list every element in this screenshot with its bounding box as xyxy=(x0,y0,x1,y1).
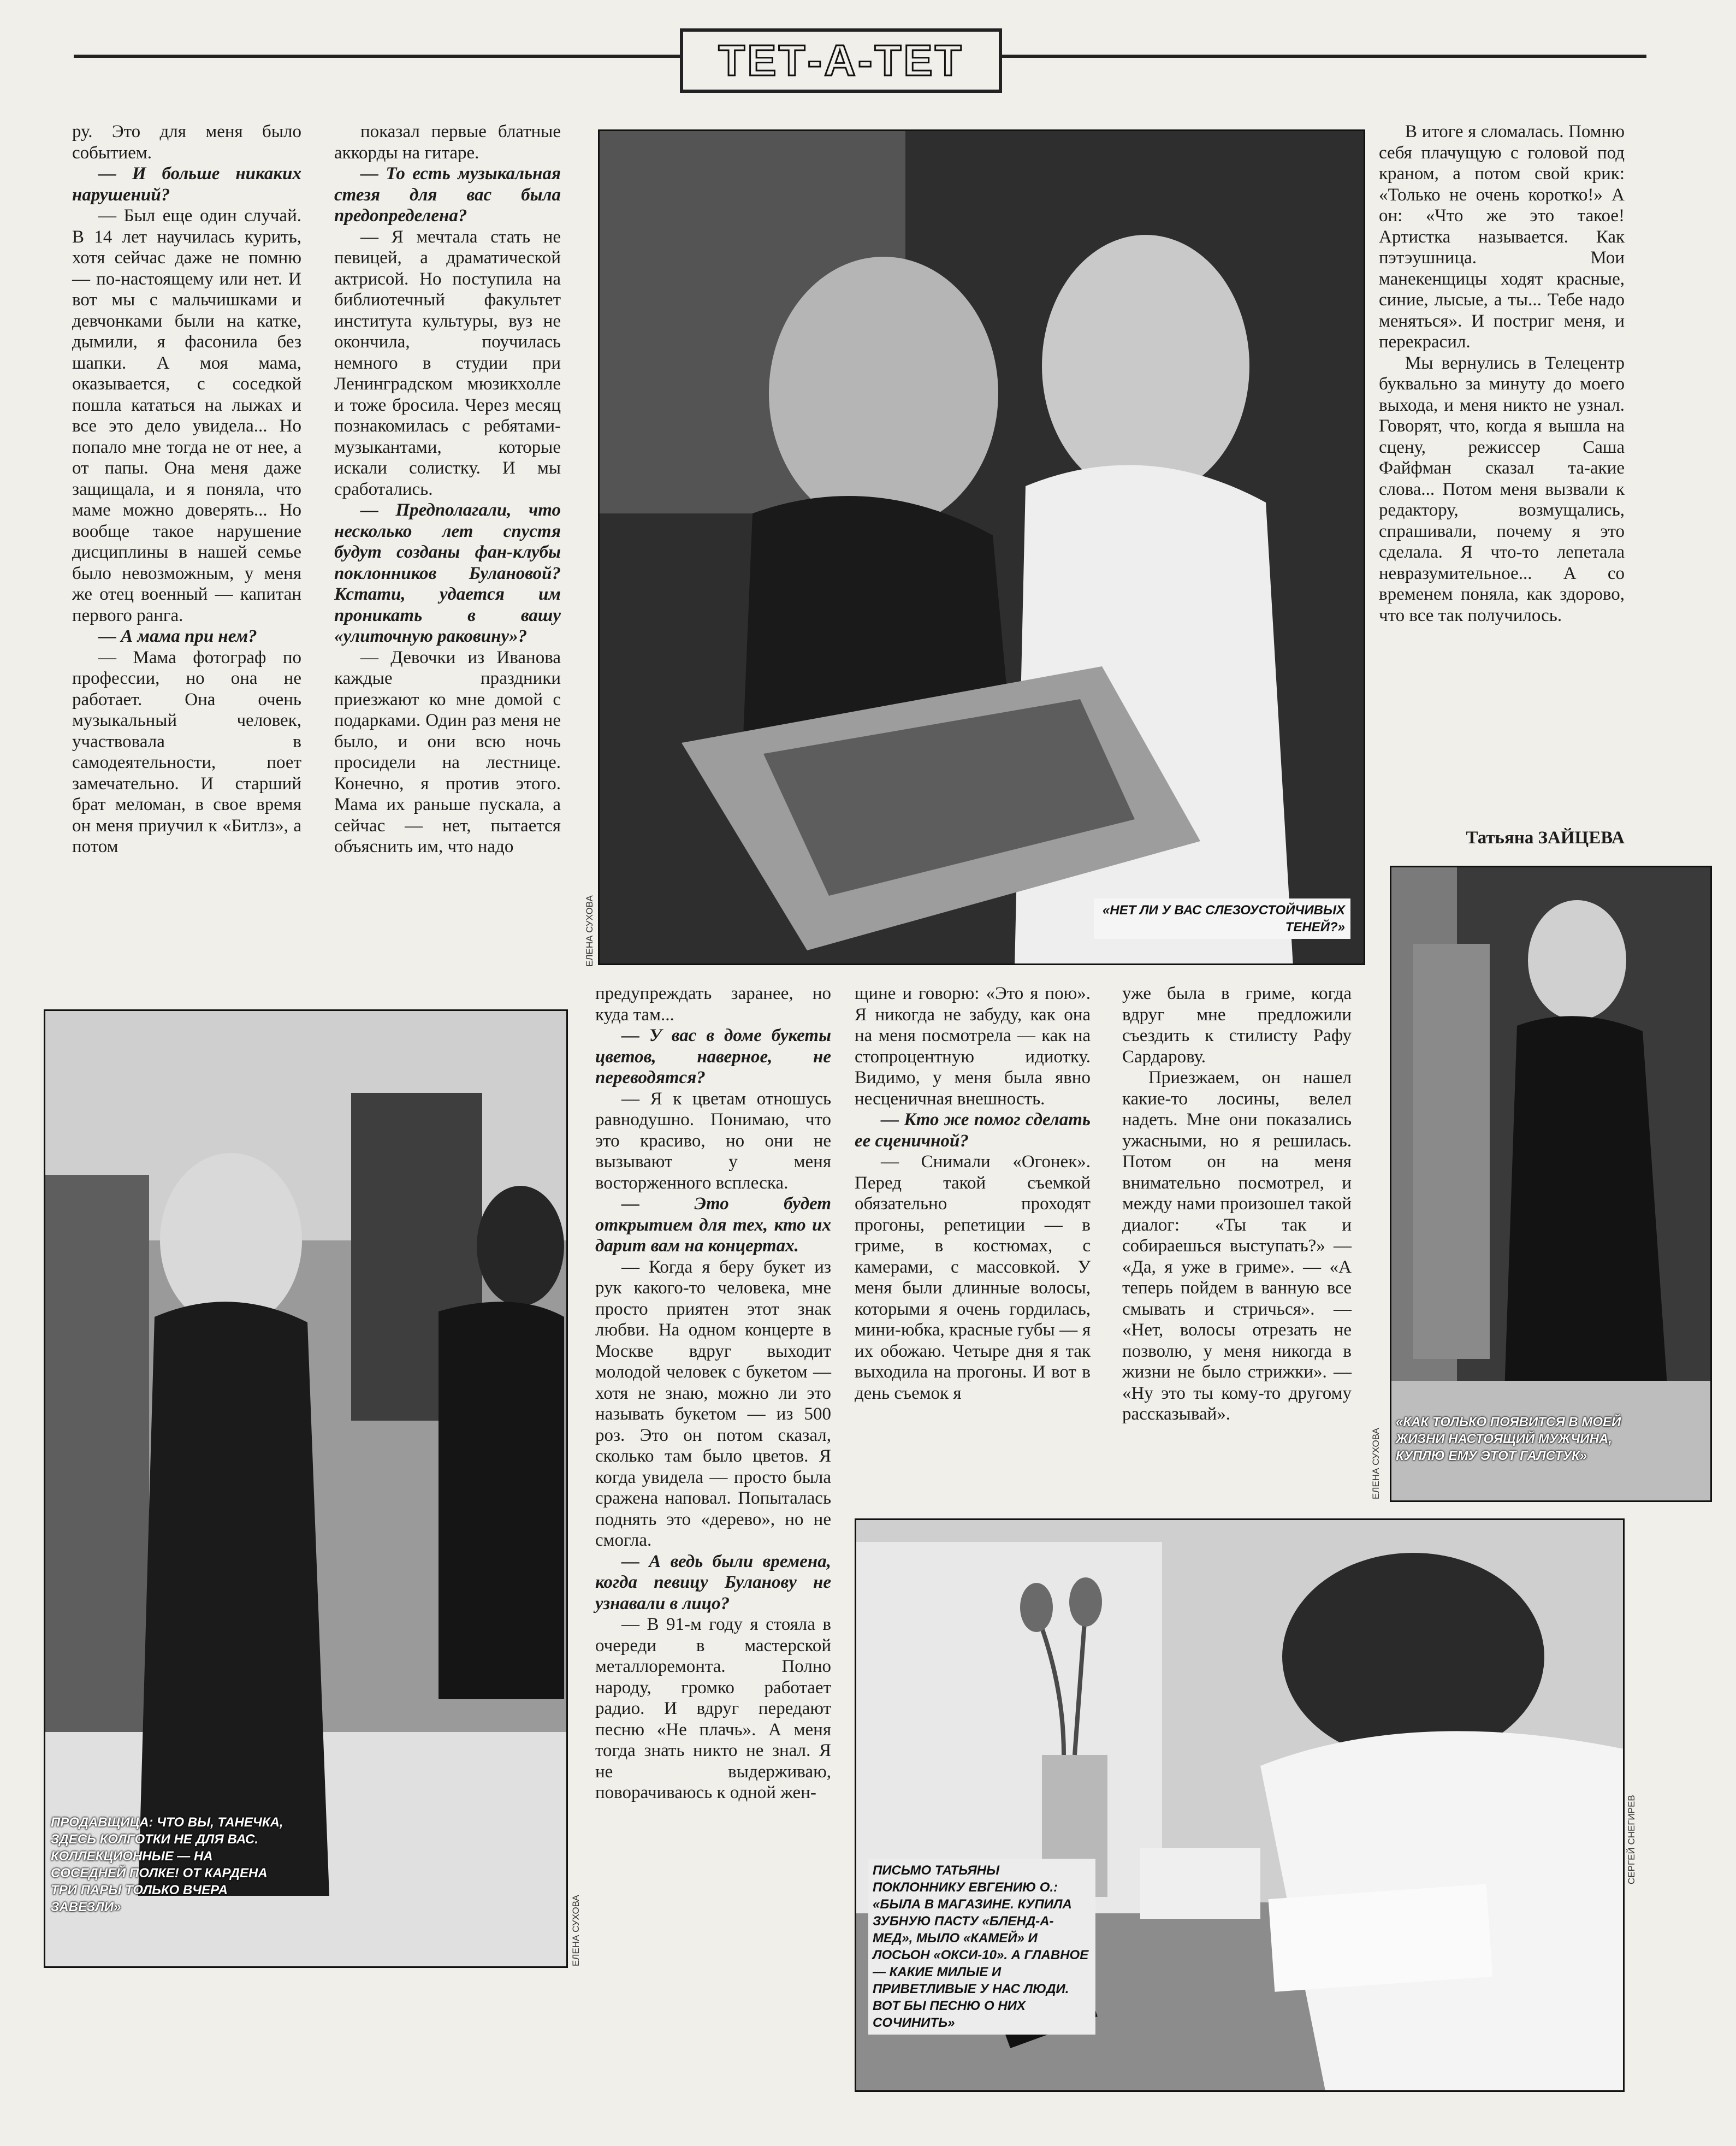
interview-question: — А ведь были времена, когда певицу Буланову не узнавали в лицо? xyxy=(595,1551,831,1613)
photo-letter xyxy=(855,1518,1625,2092)
photo-makeup-credit: ЕЛЕНА СУХОВА xyxy=(584,895,595,967)
photo-shop-caption: ПРОДАВЩИЦА: ЧТО ВЫ, ТАНЕЧКА, ЗДЕСЬ КОЛГОТКИ НЕ ДЛЯ ВАС. КОЛЛЕКЦИОННЫЕ — НА СОСЕДНЕЙ ПОЛКЕ! ОТ КАРДЕНА ТРИ ПАРЫ ТОЛЬКО ВЧЕРА ЗАВЕЗЛИ» xyxy=(51,1815,283,1914)
section-logo xyxy=(680,28,1002,93)
interview-question: — Кто же помог сделать ее сценичной? xyxy=(855,1110,1091,1151)
header-rule-right xyxy=(1002,55,1646,58)
text-column-5 xyxy=(1122,983,1352,1425)
photo-shop-credit: ЕЛЕНА СУХОВА xyxy=(571,1895,581,1966)
photo-letter-caption: ПИСЬМО ТАТЬЯНЫ ПОКЛОННИКУ ЕВГЕНИЮ О.: «БЫЛА В МАГАЗИНЕ. КУПИЛА ЗУБНУЮ ПАСТУ «БЛЕНД-А-МЕД», МЫЛО «КАМЕЙ» И ЛОСЬОН «ОКСИ-10». А ГЛАВНОЕ — КАКИЕ МИЛЫЕ И ПРИВЕТЛИВЫЕ У НАС ЛЮДИ. ВОТ БЫ ПЕСНЮ О НИХ СОЧИНИТЬ» xyxy=(868,1859,1095,2035)
header-rule-left xyxy=(74,55,680,58)
photo-makeup xyxy=(598,129,1365,965)
paragraph: — Был еще один случай. В 14 лет научилась курить, хотя сейчас даже не помню — по-настоящему или нет. И вот мы с мальчишками и девчонками были на катке, дымили, я фасонила без шапки. А моя мама, оказывается, с соседкой пошла кататься на лыжах и все это дело увидела... Но попало мне тогда не от нее, а от папы. Она меня даже защищала, и я поняла, что маме можно доверять... Но вообще такое нарушение дисциплины в нашей семье было невозможным, у меня же отец военный — капитан первого ранга. xyxy=(72,206,301,625)
paragraph: показал первые блатные аккорды на гитаре. xyxy=(334,122,561,163)
author-signature: Татьяна ЗАЙЦЕВА xyxy=(1466,828,1625,848)
paragraph: — Я к цветам отношусь равнодушно. Понимаю, что это красиво, но они не вызывают у меня восторженного всплеска. xyxy=(595,1089,831,1193)
photo-makeup-caption: «НЕТ ЛИ У ВАС СЛЕЗОУСТОЙЧИВЫХ ТЕНЕЙ?» xyxy=(1094,898,1350,939)
text-column-6 xyxy=(1379,121,1625,626)
paragraph: ру. Это для меня было событием. xyxy=(72,122,301,163)
photo-shop xyxy=(44,1009,568,1968)
photo-ties-caption: «КАК ТОЛЬКО ПОЯВИТСЯ В МОЕЙ ЖИЗНИ НАСТОЯЩИЙ МУЖЧИНА, КУПЛЮ ЕМУ ЭТОТ ГАЛСТУК» xyxy=(1396,1415,1621,1463)
paragraph: — Когда я беру букет из рук какого-то человека, мне просто приятен этот знак любви. На одном концерте в Москве вдруг выходит молодой человек с букетом — хотя не знаю, можно ли это называть букетом — из 500 роз. Это он потом сказал, сколько там было цветов. Я когда увидела — просто была сражена наповал. Попыталась поднять это «дерево», но не смогла. xyxy=(595,1257,831,1550)
paragraph: — В 91-м году я стояла в очереди в мастерской металлоремонта. Полно народу, громко работает радио. И вдруг передают песню «Не плачь». А меня тогда знать никто не знал. Я не выдерживаю, поворачиваюсь к одной жен- xyxy=(595,1615,831,1802)
interview-question: — А мама при нем? xyxy=(98,626,257,646)
paragraph: — Девочки из Иванова каждые праздники приезжают ко мне домой с подарками. Один раз меня не было, и они всю ночь просидели на лестнице. Конечно, я против этого. Мама их раньше пускала, а сейчас — нет, пытается объяснить им, что надо xyxy=(334,647,561,856)
paragraph: уже была в гриме, когда вдруг мне предложили съездить к стилисту Рафу Сардарову. xyxy=(1122,984,1352,1067)
photo-letter-credit: СЕРГЕЙ СНЕГИРЕВ xyxy=(1626,1795,1637,1884)
paragraph: Приезжаем, он нашел какие-то лосины, велел надеть. Мне они показались ужасными, но я решилась. Потом он на меня внимательно посмотрел, и между нами произошел такой диалог: «Ты так и собираешься выступать?» — «Да, я уже в гриме». — «А теперь пойдем в ванную все смывать и стричься». — «Нет, волосы отрезать не позволю, у меня никогда в жизни не было стрижки». — «Ну это ты кому-то другому рассказывай». xyxy=(1122,1068,1352,1424)
text-column-4 xyxy=(855,983,1091,1404)
interview-question: — Предполагали, что несколько лет спустя будут созданы фан-клубы поклонников Булановой? Кстати, удается им проникать в вашу «улиточную раковину»? xyxy=(334,500,561,646)
text-column-2 xyxy=(334,121,561,858)
interview-question: — То есть музыкальная стезя для вас была предопределена? xyxy=(334,164,561,226)
interview-question: — У вас в доме букеты цветов, наверное, не переводятся? xyxy=(595,1026,831,1087)
text-column-3 xyxy=(595,983,831,1804)
photo-ties-credit: ЕЛЕНА СУХОВА xyxy=(1371,1428,1381,1499)
paragraph: В итоге я сломалась. Помню себя плачущую с головой под краном, а потом свой крик: «Только не очень коротко!» А он: «Что же это такое! Артистка называется. Как пэтэушница. Мои манекенщицы ходят красные, синие, лысые, а ты... Тебе надо меняться». И постриг меня, и перекрасил. xyxy=(1379,122,1625,352)
paragraph: — Я мечтала стать не певицей, а драматической актрисой. Но поступила на библиотечный факультет института культуры, вуз не окончила, поучилась немного в студии при Ленинградском мюзикхолле и тоже бросила. Через месяц познакомилась с ребятами-музыкантами, которые искали солистку. И мы сработались. xyxy=(334,227,561,499)
paragraph: Мы вернулись в Телецентр буквально за минуту до моего выхода, и меня никто не узнал. Говорят, что, когда я вышла на сцену, режиссер Саша Файфман сказал та-акие слова... Потом меня вызвали к редактору, возмущались, спрашивали, почему я это сделала. Я что-то лепетала невразумительное... А со временем поняла, как здорово, что все так получилось. xyxy=(1379,353,1625,625)
photo-ties-shapes xyxy=(1391,867,1712,1502)
text-column-1 xyxy=(72,121,301,858)
interview-question: — Это будет открытием для тех, кто их дарит вам на концертах. xyxy=(595,1194,831,1256)
paragraph: — Мама фотограф по профессии, но она не работает. Она очень музыкальный человек, участвовала в самодеятельности, поет замечательно. И старший брат меломан, в свое время он меня приучил к «Битлз», а потом xyxy=(72,647,301,856)
paragraph: предупреждать заранее, но куда там... xyxy=(595,984,831,1025)
paragraph: — Снимали «Огонек». Перед такой съемкой обязательно проходят прогоны, репетиции — в гриме, в костюмах, с камерами, с массовкой. У меня были длинные волосы, которыми я очень гордилась, мини-юбка, красные губы — я их обожаю. Четыре дня я так выходила на прогоны. И вот в день съемок я xyxy=(855,1152,1091,1403)
photo-makeup-shapes xyxy=(600,131,1365,965)
paragraph: щине и говорю: «Это я пою». Я никогда не забуду, как она на меня посмотрела — как на стопроцентную идиотку. Видимо, у меня была явно несценичная внешность. xyxy=(855,984,1091,1109)
photo-ties xyxy=(1390,866,1712,1502)
interview-question: — И больше никаких нарушений? xyxy=(72,164,301,205)
section-title: ТЕТ-А-ТЕТ xyxy=(718,36,964,85)
